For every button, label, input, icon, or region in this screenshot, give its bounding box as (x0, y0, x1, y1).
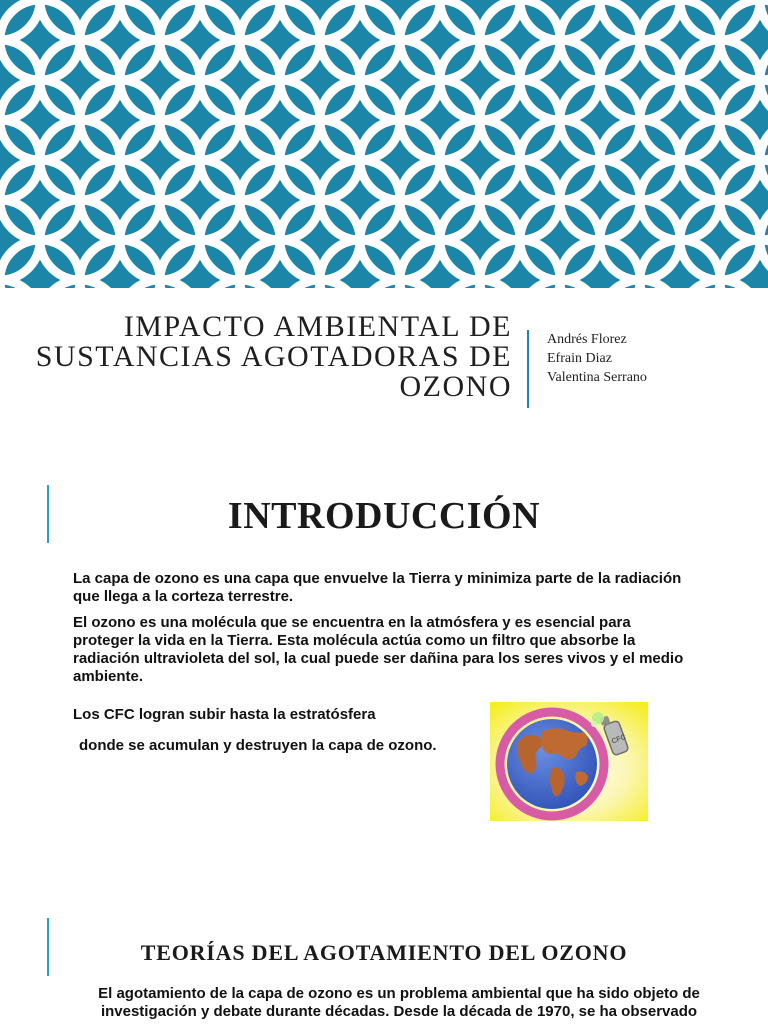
theories-heading: TEORÍAS DEL AGOTAMIENTO DEL OZONO (140, 940, 628, 965)
cfc-line: donde se acumulan y destruyen la capa de ozono. (79, 737, 437, 754)
intro-paragraph: La capa de ozono es una capa que envuelve la Tierra y minimiza parte de la radiación que llega a la corteza terrestre. (73, 570, 682, 605)
title-divider (527, 330, 529, 408)
author-name: Valentina Serrano (547, 370, 647, 385)
authors-list (547, 330, 647, 387)
ring-pattern (0, 0, 768, 288)
cfc-line: Los CFC logran subir hasta la estratósfera (73, 706, 376, 723)
svg-text:CFC: CFC (610, 733, 627, 746)
author-name: Andrés Florez (547, 332, 627, 347)
pattern-banner (0, 0, 768, 288)
intro-body (73, 570, 693, 694)
theories-paragraph: El agotamiento de la capa de ozono es un problema ambiental que ha sido objeto de investigación y debate durante décadas. Desde la década de 1970, se ha observado (98, 985, 700, 1020)
intro-paragraph: El ozono es una molécula que se encuentra en la atmósfera y es esencial para proteger la vida en la Tierra. Esta molécula actúa como un filtro que absorbe la radiación ultravioleta del sol, la cual puede ser dañina para los seres vivos y el medio ambiente. (73, 614, 684, 685)
author-name: Efrain Diaz (547, 351, 612, 366)
earth-cfc-illustration (490, 702, 648, 821)
presentation-title: IMPACTO AMBIENTAL DE SUSTANCIAS AGOTADORAS DE OZONO (35, 310, 512, 403)
title-slide (0, 288, 768, 428)
intro-heading: INTRODUCCIÓN (227, 495, 541, 537)
